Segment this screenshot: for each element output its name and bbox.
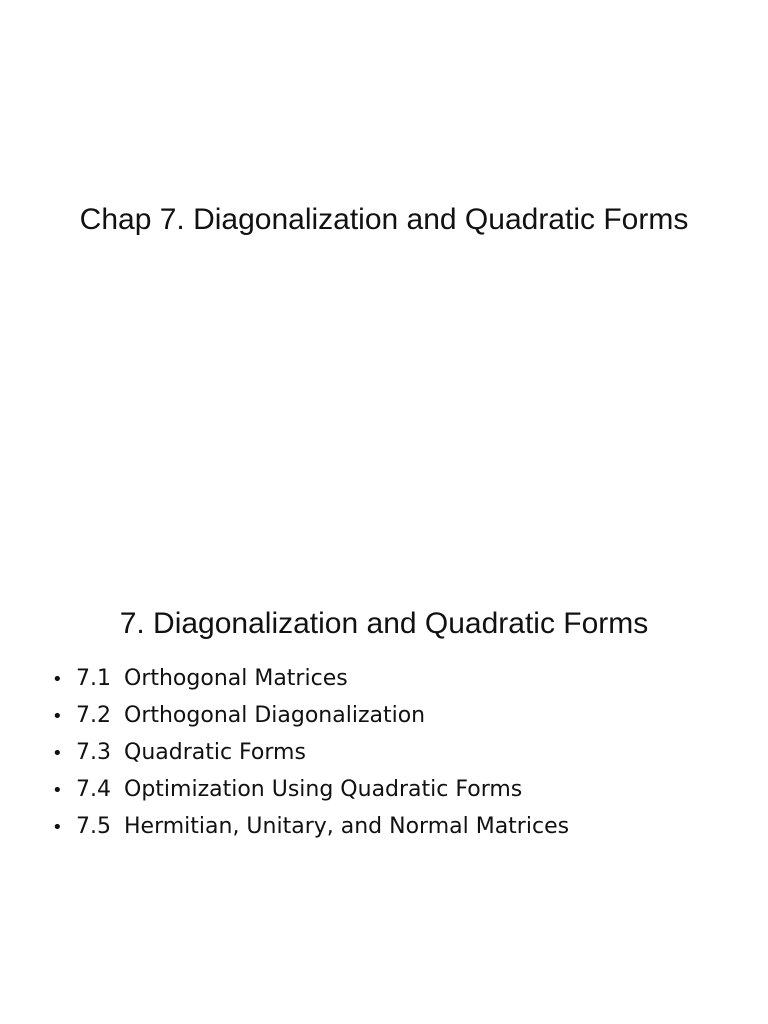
section-name: Quadratic Forms (124, 740, 306, 765)
chapter-title: Chap 7. Diagonalization and Quadratic Forms (79, 203, 689, 236)
bullet-icon: • (52, 669, 63, 690)
section-number: 7.4 (76, 777, 111, 802)
bullet-icon: • (52, 780, 63, 801)
section-list (52, 660, 569, 845)
list-item (52, 734, 569, 771)
section-number: 7.1 (76, 666, 111, 691)
list-item (52, 808, 569, 845)
section-number: 7.5 (76, 814, 111, 839)
list-item (52, 660, 569, 697)
section-name: Hermitian, Unitary, and Normal Matrices (124, 814, 570, 839)
section-title: 7. Diagonalization and Quadratic Forms (119, 607, 649, 640)
section-name: Optimization Using Quadratic Forms (124, 777, 523, 802)
bullet-icon: • (52, 743, 63, 764)
bullet-icon: • (52, 817, 63, 838)
section-name: Orthogonal Matrices (124, 666, 348, 691)
contents-slide (0, 512, 768, 1024)
section-number: 7.2 (76, 703, 111, 728)
bullet-icon: • (52, 706, 63, 727)
section-name: Orthogonal Diagonalization (124, 703, 426, 728)
list-item (52, 771, 569, 808)
list-item (52, 697, 569, 734)
section-number: 7.3 (76, 740, 111, 765)
